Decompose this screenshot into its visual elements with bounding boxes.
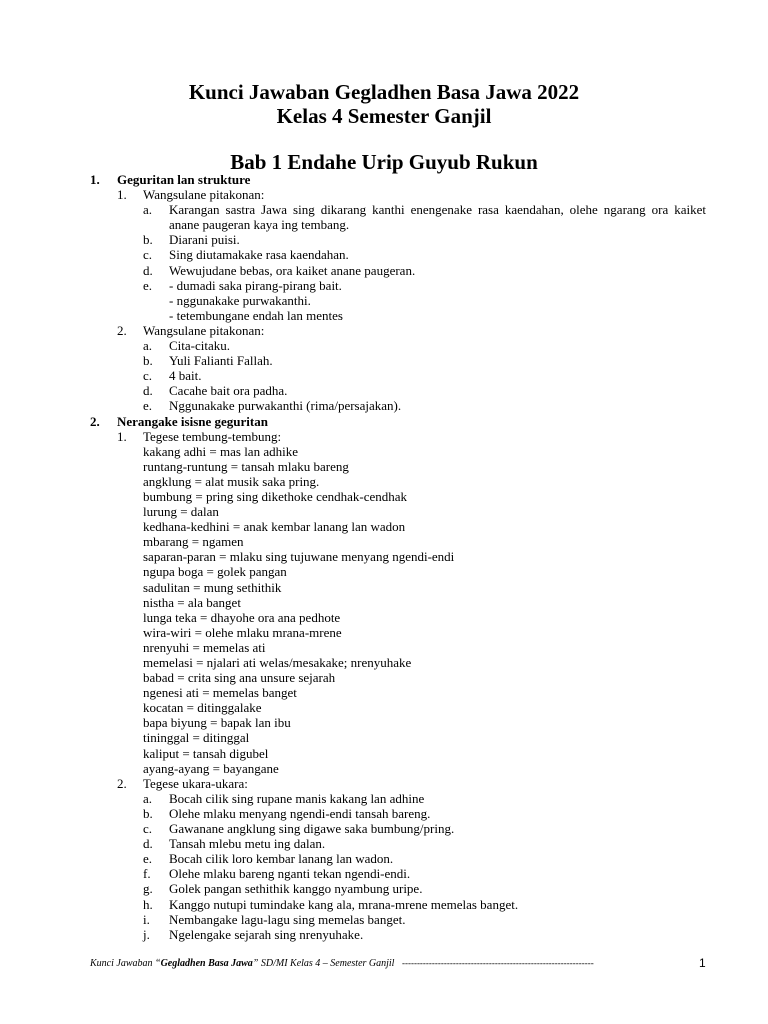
list-item [0,353,768,368]
list-item-text: Nerangake isisne geguritan [117,413,268,429]
list-item-marker: g. [143,881,153,897]
list-item [0,640,768,655]
list-item-text: lurung = dalan [143,504,219,520]
list-item-text: ayang-ayang = bayangane [143,760,279,776]
list-item-text: wira-wiri = olehe mlaku mrana-mrene [143,624,342,640]
list-item [0,685,768,700]
list-item [0,655,768,670]
list-item-text: bapa biyung = bapak lan ibu [143,715,291,731]
list-item-text: runtang-runtung = tansah mlaku bareng [143,458,349,474]
list-item-marker: f. [143,866,151,882]
list-item [0,278,768,293]
list-item-text: kakang adhi = mas lan adhike [143,443,298,459]
list-item-text: Sing diutamakake rasa kaendahan. [169,247,349,263]
list-item [0,595,768,610]
list-item-text: Gawanane angklung sing digawe saka bumbung/pring. [169,821,455,837]
list-item-text: 4 bait. [169,368,202,384]
list-item [0,534,768,549]
list-item-text: memelasi = njalari ati welas/mesakake; nrenyuhake [143,655,412,670]
list-item-text: kedhana-kedhini = anak kembar lanang lan wadon [143,519,406,535]
list-item [0,247,768,262]
list-item [0,610,768,625]
list-item-text: Kanggo nutupi tumindake kang ala, mrana-mrene memelas banget. [169,896,519,912]
list-item [0,489,768,504]
list-item [0,821,768,836]
document-title: Kunci Jawaban Gegladhen Basa Jawa 2022 [188,80,580,104]
list-item-text: Wangsulane pitakonan: [143,187,265,203]
list-item-text: babad = crita sing ana unsure sejarah [143,670,336,686]
list-item [0,730,768,745]
list-item-marker: d. [143,836,153,852]
list-item [0,263,768,278]
list-item-text: ngenesi ati = memelas banget [143,685,297,701]
list-item [0,459,768,474]
list-item [0,897,768,912]
list-item-text: - dumadi saka pirang-pirang bait. [169,277,342,293]
list-item-text: Yuli Falianti Fallah. [169,353,273,369]
list-item-text: Ngelengake sejarah sing nrenyuhake. [169,926,364,942]
list-item-marker: d. [143,262,153,278]
chapter-heading: Bab 1 Endahe Urip Guyub Rukun [230,150,538,174]
list-item-marker: h. [143,896,153,912]
list-item [0,187,768,202]
list-item-text: Diarani puisi. [169,232,240,248]
list-item-text: mbarang = ngamen [143,534,244,550]
list-item-text: Tansah mlebu metu ing dalan. [169,836,326,852]
list-item [0,444,768,459]
list-item-text: angklung = alat musik saka pring. [143,473,320,489]
list-item [0,323,768,338]
list-item [0,232,768,247]
list-item [0,308,768,323]
list-item-marker: 2. [117,775,127,791]
list-item [0,474,768,489]
page-footer [90,958,710,969]
list-item-text: - tetembungane endah lan mentes [169,307,343,323]
list-item-marker: 2. [90,413,100,429]
list-item [0,625,768,640]
list-item-text: Bocah cilik sing rupane manis kakang lan adhine [169,790,425,806]
list-item [0,519,768,534]
list-item-marker: 1. [117,428,127,444]
list-item-text: Golek pangan sethithik kanggo nyambung uripe. [169,881,423,897]
list-item-marker: a. [143,202,153,218]
list-item [0,414,768,429]
list-item-marker: b. [143,805,153,821]
list-item [0,851,768,866]
list-item [0,549,768,564]
list-item [0,791,768,806]
list-item [0,700,768,715]
list-item-marker: j. [143,926,150,942]
list-item-text: sadulitan = mung sethithik [143,579,282,595]
list-item-text: saparan-paran = mlaku sing tujuwane menyang ngendi-endi [143,549,455,565]
list-item [0,580,768,595]
list-item [0,776,768,791]
list-item-marker: i. [143,911,150,927]
list-item-text: Nembangake lagu-lagu sing memelas banget. [169,911,406,927]
footer-prefix: Kunci Jawaban “ [90,958,161,969]
list-item-text: kocatan = ditinggalake [143,700,262,716]
list-item-text: nistha = ala banget [143,594,241,610]
list-item-text: Olehe mlaku menyang ngendi-endi tansah bareng. [169,805,431,821]
list-item [0,504,768,519]
list-item [0,383,768,398]
answer-list [0,172,768,942]
list-item [0,866,768,881]
list-item [0,927,768,942]
list-item [0,429,768,444]
list-item-text: Tegese ukara-ukara: [143,775,248,791]
list-item [0,398,768,413]
document-subtitle: Kelas 4 Semester Ganjil [276,104,492,128]
list-item [0,564,768,579]
list-item [0,670,768,685]
list-item [0,338,768,353]
list-item-marker: c. [143,247,153,263]
list-item [0,881,768,896]
list-item-text: Bocah cilik loro kembar lanang lan wadon. [169,851,394,867]
list-item-marker: e. [143,851,153,867]
list-item-text: Tegese tembung-tembung: [143,428,282,444]
list-item-text: Cacahe bait ora padha. [169,383,288,399]
list-item [0,912,768,927]
list-item [0,746,768,761]
list-item-text: ngupa boga = golek pangan [143,564,287,580]
list-item-text: tininggal = ditinggal [143,730,250,746]
list-item-marker: b. [143,353,153,369]
list-item-text: Karangan sastra Jawa sing dikarang kanthi enengenake rasa kaendahan, olehe ngarang ora kaiket anane paugeran kaya ing tembang. [169,202,706,233]
list-item [0,836,768,851]
list-item [0,715,768,730]
list-item-text: kaliput = tansah digubel [143,745,269,761]
list-item-text: Nggunakake purwakanthi (rima/persajakan). [169,398,402,414]
list-item-text: lunga teka = dhayohe ora ana pedhote [143,609,341,625]
list-item-marker: 1. [90,172,100,187]
list-item-marker: 2. [117,322,127,338]
list-item-text: - nggunakake purwakanthi. [169,292,311,308]
list-item-text: Geguritan lan strukture [117,172,251,187]
list-item-marker: c. [143,821,153,837]
footer-dashes: ---------------------------------------------------------------- [401,958,594,968]
list-item-marker: b. [143,232,153,248]
list-item-text: Cita-citaku. [169,338,231,354]
list-item-marker: d. [143,383,153,399]
list-item [0,202,768,232]
list-item-marker: a. [143,338,153,354]
list-item-marker: a. [143,790,153,806]
page-number: 1 [699,956,706,970]
list-item-marker: 1. [117,187,127,203]
list-item [0,761,768,776]
list-item-text: nrenyuhi = memelas ati [143,639,266,655]
list-item-text: Olehe mlaku bareng nganti tekan ngendi-endi. [169,866,411,882]
list-item [0,368,768,383]
list-item-text: Wewujudane bebas, ora kaiket anane paugeran. [169,262,416,278]
list-item [0,293,768,308]
list-item-marker: e. [143,398,153,414]
list-item-text: Wangsulane pitakonan: [143,322,265,338]
list-item [0,806,768,821]
footer-book-title: Gegladhen Basa Jawa [160,958,253,969]
list-item [0,172,768,187]
list-item-marker: c. [143,368,153,384]
list-item-marker: e. [143,277,153,293]
list-item-text: bumbung = pring sing dikethoke cendhak-cendhak [143,488,408,504]
footer-suffix: ” SD/MI Kelas 4 – Semester Ganjil [252,958,395,969]
